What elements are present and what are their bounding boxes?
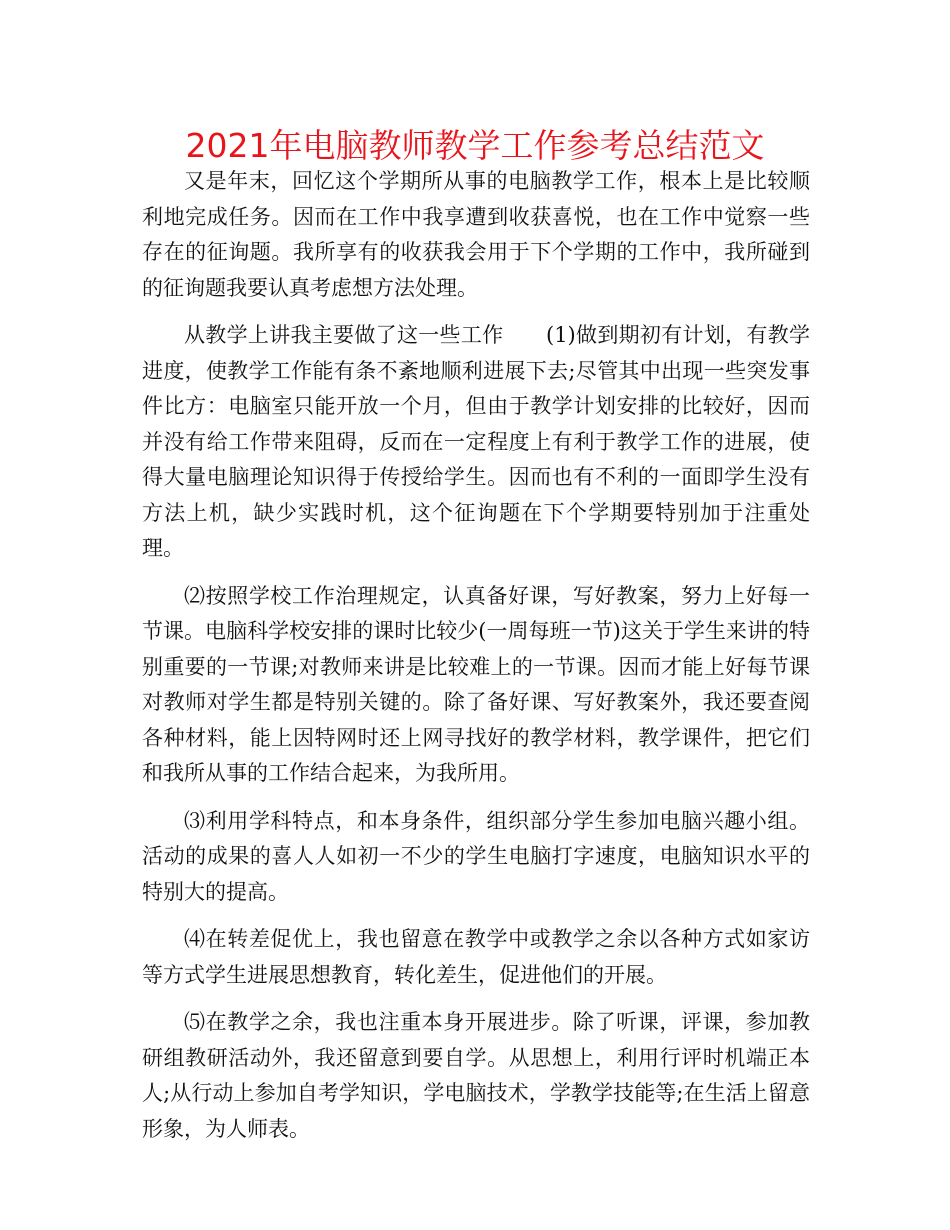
paragraph-intro: 又是年末，回忆这个学期所从事的电脑教学工作，根本上是比较顺利地完成任务。因而在工作中我享遭到收获喜悦，也在工作中觉察一些存在的征询题。我所享有的收获我会用于下个学期的工作中，我所碰到的征询题我要认真考虑想方法处理。 [142,169,810,300]
document-title: 2021年电脑教师教学工作参考总结范文 [185,126,765,165]
document-body [142,164,810,1159]
paragraph-item-4: ⑷在转差促优上，我也留意在教学中或教学之余以各种方式如家访等方式学生进展思想教育，转化差生，促进他们的开展。 [142,927,810,987]
paragraph-item-5: ⑸在教学之余，我也注重本身开展进步。除了听课，评课，参加教研组教研活动外，我还留意到要自学。从思想上，利用行评时机端正本人;从行动上参加自考学知识，学电脑技术，学教学技能等;在生活上留意形象，为人师表。 [142,1010,810,1141]
paragraph-item-2: ⑵按照学校工作治理规定，认真备好课，写好教案，努力上好每一节课。电脑科学校安排的课时比较少(一周每班一节)这关于学生来讲的特别重要的一节课;对教师来讲是比较难上的一节课。因而才能上好每节课对教师对学生都是特别关键的。除了备好课、写好教案外，我还要查阅各种材料，能上因特网时还上网寻找好的教学材料，教学课件，把它们和我所从事的工作结合起来，为我所用。 [142,583,810,785]
paragraph-item-1: 从教学上讲我主要做了这一些工作 (1)做到期初有计划，有教学进度，使教学工作能有条不紊地顺利进展下去;尽管其中出现一些突发事件比方：电脑室只能开放一个月，但由于教学计划安排的比较好，因而并没有给工作带来阻碍，反而在一定程度上有利于教学工作的进展，使得大量电脑理论知识得于传授给学生。因而也有不利的一面即学生没有方法上机，缺少实践时机，这个征询题在下个学期要特别加于注重处理。 [142,323,810,560]
paragraph-item-3: ⑶利用学科特点，和本身条件，组织部分学生参加电脑兴趣小组。活动的成果的喜人人如初一不少的学生电脑打字速度，电脑知识水平的特别大的提高。 [142,808,810,904]
